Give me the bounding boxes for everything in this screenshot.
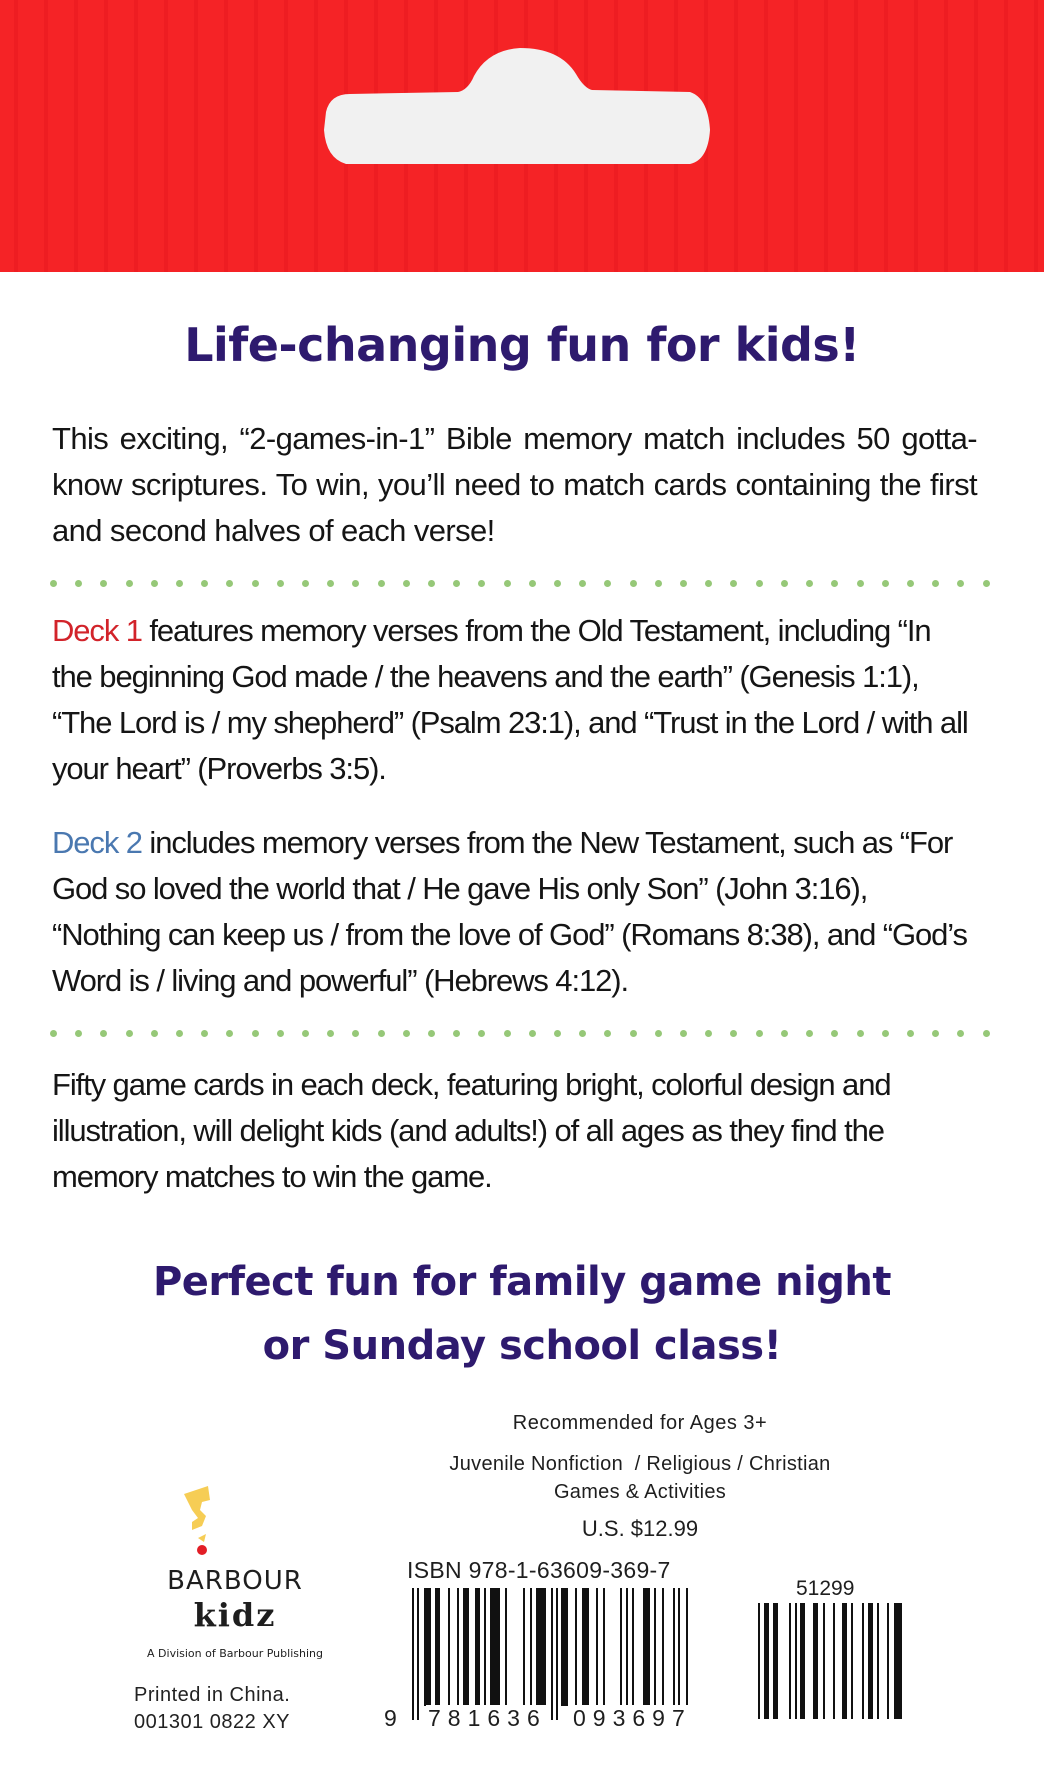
divider-dot xyxy=(604,580,611,587)
headline-top: Life-changing fun for kids! xyxy=(184,318,860,372)
divider-dot xyxy=(478,580,485,587)
divider-dot xyxy=(655,1030,662,1037)
divider-dot xyxy=(277,580,284,587)
divider-dot xyxy=(252,580,259,587)
divider-dot xyxy=(705,580,712,587)
divider-dot xyxy=(705,1030,712,1037)
divider-dot xyxy=(781,580,788,587)
divider-dot xyxy=(151,580,158,587)
divider-dot xyxy=(882,1030,889,1037)
divider-dot xyxy=(176,580,183,587)
divider-dot xyxy=(781,1030,788,1037)
divider-dot xyxy=(831,1030,838,1037)
divider-dot xyxy=(806,580,813,587)
divider-dot xyxy=(907,580,914,587)
divider-dot xyxy=(630,1030,637,1037)
divider-dot xyxy=(378,1030,385,1037)
divider-dot xyxy=(403,580,410,587)
divider-dot xyxy=(327,580,334,587)
printed-in: Printed in China. xyxy=(134,1684,291,1706)
divider-dot xyxy=(352,1030,359,1037)
divider-dot xyxy=(554,580,561,587)
price-addon-barcode xyxy=(756,1603,906,1719)
divider-dot xyxy=(504,580,511,587)
divider-dot xyxy=(957,580,964,587)
dotted-divider xyxy=(50,1030,990,1040)
exclamation-mark-icon xyxy=(178,1480,218,1560)
divider-dot xyxy=(680,580,687,587)
divider-dot xyxy=(302,580,309,587)
divider-dot xyxy=(327,1030,334,1037)
category-line1: Juvenile Nonfiction / Religious / Christian xyxy=(449,1453,831,1475)
red-header-band xyxy=(0,0,1044,272)
divider-dot xyxy=(201,1030,208,1037)
divider-dot xyxy=(428,1030,435,1037)
divider-dot xyxy=(882,580,889,587)
divider-dot xyxy=(277,1030,284,1037)
deck2-label: Deck 2 xyxy=(52,825,142,860)
headline-bottom-line2: or Sunday school class! xyxy=(262,1323,782,1369)
divider-dot xyxy=(126,580,133,587)
deck1-text: features memory verses from the Old Testament, including “In the beginning God made / the heavens and the earth” (Genesis 1:1), “The Lord is / my shepherd” (Psalm 23:1), and “Trust in the Lord / with all your heart” (Proverbs 3:5). xyxy=(52,613,968,786)
divider-dot xyxy=(176,1030,183,1037)
category-line2: Games & Activities xyxy=(553,1481,727,1503)
divider-dot xyxy=(529,1030,536,1037)
divider-dot xyxy=(226,1030,233,1037)
divider-dot xyxy=(151,1030,158,1037)
divider-dot xyxy=(857,580,864,587)
divider-dot xyxy=(983,580,990,587)
divider-dot xyxy=(302,1030,309,1037)
divider-dot xyxy=(957,1030,964,1037)
cards-paragraph: Fifty game cards in each deck, featuring bright, colorful design and illustration, will delight kids (and adults!) of all ages as they find the memory matches to win the game. xyxy=(52,1067,891,1194)
deck1-paragraph xyxy=(52,608,977,792)
divider-dot xyxy=(252,1030,259,1037)
divider-dot xyxy=(126,1030,133,1037)
divider-dot xyxy=(730,1030,737,1037)
divider-dot xyxy=(50,1030,57,1037)
divider-dot xyxy=(983,1030,990,1037)
divider-dot xyxy=(226,580,233,587)
divider-dot xyxy=(100,1030,107,1037)
headline-bottom xyxy=(0,1250,1044,1378)
divider-dot xyxy=(554,1030,561,1037)
divider-dot xyxy=(100,580,107,587)
divider-dot xyxy=(529,580,536,587)
divider-dot xyxy=(201,580,208,587)
divider-dot xyxy=(75,580,82,587)
divider-dot xyxy=(504,1030,511,1037)
divider-dot xyxy=(907,1030,914,1037)
divider-dot xyxy=(478,1030,485,1037)
brand-name: BARBOUR xyxy=(167,1566,303,1596)
divider-dot xyxy=(932,580,939,587)
divider-dot xyxy=(75,1030,82,1037)
divider-dot xyxy=(453,580,460,587)
divider-dot xyxy=(378,580,385,587)
dotted-divider xyxy=(50,580,990,590)
print-code: 001301 0822 XY xyxy=(134,1711,291,1733)
barcode-right-digits: 093697 xyxy=(573,1705,692,1731)
divider-dot xyxy=(730,580,737,587)
divider-dot xyxy=(806,1030,813,1037)
divider-dot xyxy=(50,580,57,587)
isbn-text: ISBN 978-1-63609-369-7 xyxy=(407,1557,671,1583)
isbn-barcode xyxy=(410,1588,710,1720)
divider-dot xyxy=(932,1030,939,1037)
divider-dot xyxy=(579,580,586,587)
divider-dot xyxy=(352,580,359,587)
divider-dot xyxy=(680,1030,687,1037)
divider-dot xyxy=(428,580,435,587)
deck1-label: Deck 1 xyxy=(52,613,142,648)
price-addon-number: 51299 xyxy=(796,1577,855,1600)
headline-bottom-line1: Perfect fun for family game night xyxy=(152,1259,892,1305)
divider-dot xyxy=(857,1030,864,1037)
brand-subtitle: A Division of Barbour Publishing xyxy=(147,1647,323,1660)
deck2-paragraph xyxy=(52,820,977,1004)
age-recommendation: Recommended for Ages 3+ xyxy=(512,1412,768,1434)
category-label xyxy=(400,1450,880,1506)
intro-paragraph: This exciting, “2-games-in-1” Bible memory match includes 50 gotta-know scriptures. To win, you’ll need to match cards containing the first and second halves of each verse! xyxy=(52,421,977,548)
barcode-lead-digit: 9 xyxy=(384,1705,397,1731)
divider-dot xyxy=(604,1030,611,1037)
divider-dot xyxy=(831,580,838,587)
printing-info xyxy=(134,1682,290,1736)
hang-tab-cutout xyxy=(0,0,1044,272)
divider-dot xyxy=(579,1030,586,1037)
divider-dot xyxy=(453,1030,460,1037)
deck2-text: includes memory verses from the New Testament, such as “For God so loved the world that / He gave His only Son” (John 3:16), “Nothing can keep us / from the love of God” (Romans 8:38), and “God’s Word is / living and powerful” (Hebrews 4:12). xyxy=(52,825,967,998)
divider-dot xyxy=(630,580,637,587)
divider-dot xyxy=(756,580,763,587)
brand-kidz: kidz xyxy=(193,1596,277,1634)
price: U.S. $12.99 xyxy=(581,1516,699,1541)
divider-dot xyxy=(756,1030,763,1037)
divider-dot xyxy=(655,580,662,587)
divider-dot xyxy=(403,1030,410,1037)
barcode-left-digits: 781636 xyxy=(428,1705,547,1731)
